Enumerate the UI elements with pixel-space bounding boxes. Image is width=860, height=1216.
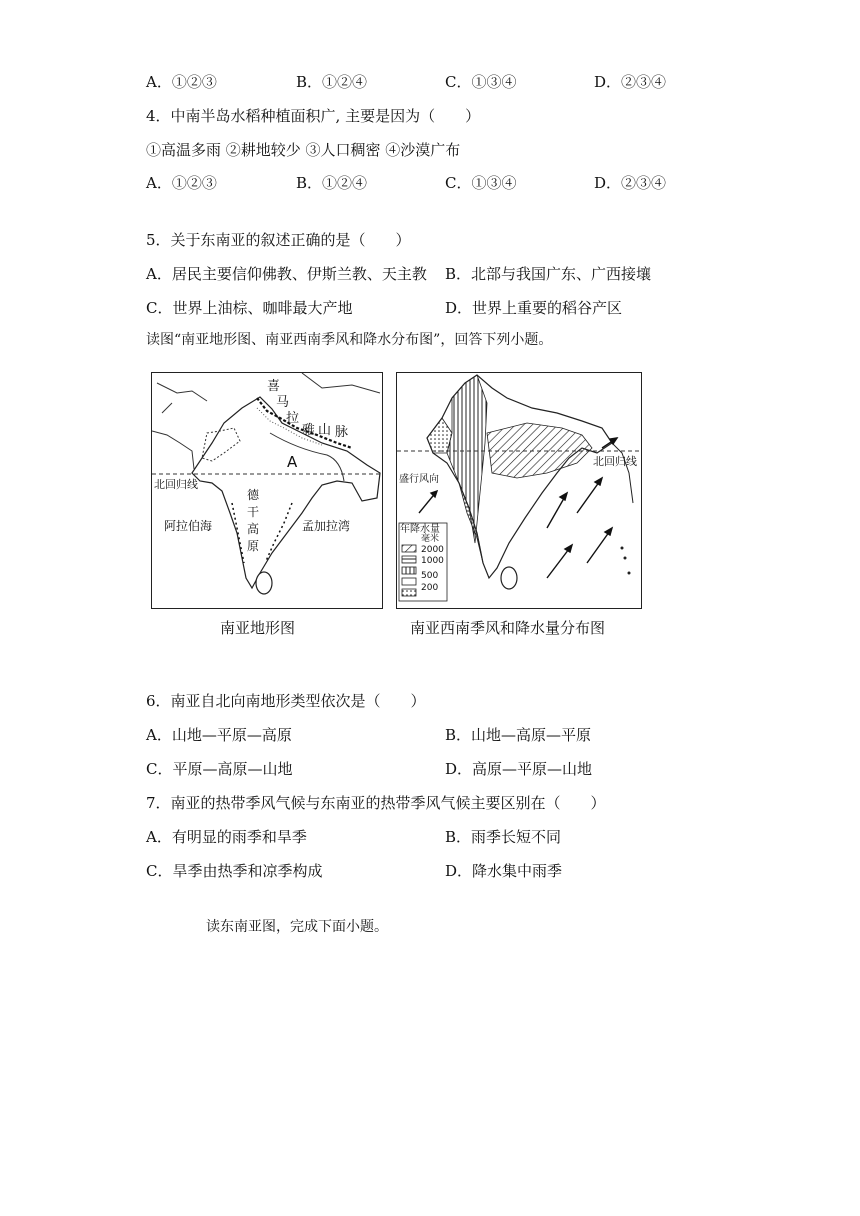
q4-option-a: A．①②③ (146, 174, 217, 192)
label-prevailing-wind: 盛行风向 (399, 470, 439, 490)
terrain-map-caption: 南亚地形图 (220, 619, 296, 637)
q7-option-c: C．旱季由热季和凉季构成 (146, 862, 323, 880)
label-bay-of-bengal: 孟加拉湾 (302, 519, 351, 533)
maps-intro: 读图“南亚地形图、南亚西南季风和降水分布图”，回答下列小题。 (146, 332, 553, 348)
label-arabian-sea: 阿拉伯海 (164, 519, 213, 533)
q5-stem: 5．关于东南亚的叙述正确的是（ ） (146, 231, 411, 249)
legend-200: 200 (421, 583, 439, 593)
q4-stem: 4．中南半岛水稻种植面积广, 主要是因为（ ） (146, 107, 481, 125)
south-asia-terrain-map (151, 372, 383, 609)
q6-option-a: A．山地—平原—高原 (146, 726, 292, 744)
legend-500: 500 (421, 571, 439, 581)
label-a: A (287, 453, 298, 471)
label-xi: 喜 (267, 379, 281, 394)
label-tropic-1: 北回归线 (154, 478, 198, 491)
label-yuan: 原 (247, 539, 260, 553)
q4-option-b: B．①②④ (296, 174, 368, 192)
label-shan: 山 (318, 423, 332, 438)
label-ma: 马 (276, 395, 290, 410)
q7-option-a: A．有明显的雨季和旱季 (146, 828, 307, 846)
legend-unit: 毫米 (421, 534, 440, 544)
label-de: 德 (247, 488, 260, 502)
q3-option-d: D．②③④ (594, 73, 667, 91)
legend-2000: 2000 (421, 545, 444, 555)
q3-option-b: B．①②④ (296, 73, 368, 91)
monsoon-precipitation-map (396, 372, 642, 609)
label-la: 拉 (286, 411, 300, 426)
southeast-asia-intro: 读东南亚图，完成下面小题。 (206, 919, 388, 935)
label-ya: 雅 (302, 423, 316, 438)
q6-option-c: C．平原—高原—山地 (146, 760, 293, 778)
q4-items: ①高温多雨 ②耕地较少 ③人口稠密 ④沙漠广布 (146, 141, 461, 159)
precipitation-map-caption: 南亚西南季风和降水量分布图 (410, 619, 606, 637)
label-tropic-2: 北回归线 (593, 455, 637, 468)
q7-stem: 7．南亚的热带季风气候与东南亚的热带季风气候主要区别在（ ） (146, 794, 606, 812)
q6-stem: 6．南亚自北向南地形类型依次是（ ） (146, 692, 426, 710)
q7-option-b: B．雨季长短不同 (445, 828, 562, 846)
q5-option-b: B．北部与我国广东、广西接壤 (445, 265, 652, 283)
legend-title: 年降水量 (400, 524, 440, 535)
label-mai: 脉 (335, 425, 349, 440)
q4-option-d: D．②③④ (594, 174, 667, 192)
label-gao: 高 (247, 522, 260, 536)
q5-option-a: A．居民主要信仰佛教、伊斯兰教、天主教 (146, 265, 427, 283)
q5-option-c: C．世界上油棕、咖啡最大产地 (146, 299, 353, 317)
q3-option-a: A．①②③ (146, 73, 217, 91)
q3-option-c: C．①③④ (445, 73, 517, 91)
q5-option-d: D．世界上重要的稻谷产区 (445, 299, 623, 317)
q6-option-b: B．山地—高原—平原 (445, 726, 592, 744)
q7-option-d: D．降水集中雨季 (445, 862, 563, 880)
label-gan: 干 (247, 505, 260, 519)
q4-option-c: C．①③④ (445, 174, 517, 192)
q6-option-d: D．高原—平原—山地 (445, 760, 593, 778)
legend-1000: 1000 (421, 556, 444, 566)
